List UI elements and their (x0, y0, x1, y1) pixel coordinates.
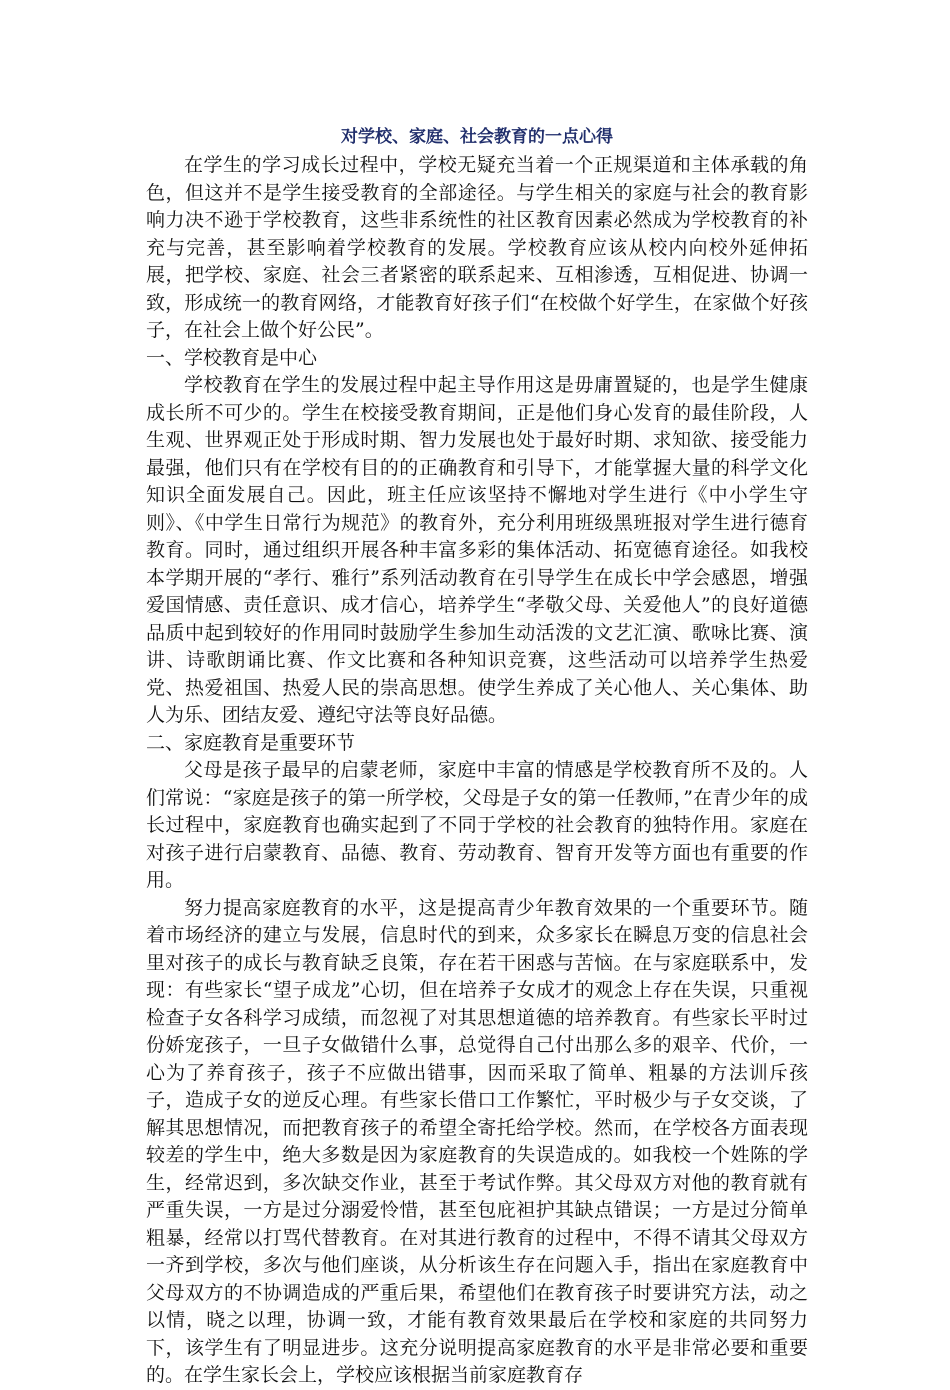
section-heading-school: 一、学校教育是中心 (146, 346, 318, 369)
intro-paragraph: 在学生的学习成长过程中，学校无疑充当着一个正规渠道和主体承载的角色，但这并不是学生接受教育的全部途径。与学生相关的家庭与社会的教育影响力决不逊于学校教育，这些非系统性的社区教育因素必然成为学校教育的补充与完善，甚至影响着学校教育的发展。学校教育应该从校内向校外延伸拓展，把学校、家庭、社会三者紧密的联系起来、互相渗透，互相促进、协调一致，形成统一的教育网络，才能教育好孩子们“在校做个好学生，在家做个好孩子，在社会上做个好公民”。 (146, 154, 808, 341)
family-education-paragraph-2: 努力提高家庭教育的水平，这是提高青少年教育效果的一个重要环节。随着市场经济的建立与发展，信息时代的到来，众多家长在瞬息万变的信息社会里对孩子的成长与教育缺乏良策，存在若干困惑与苦恼。在与家庭联系中，发现：有些家长“望子成龙”心切，但在培养子女成才的观念上存在失误，只重视检查子女各科学习成绩，而忽视了对其思想道德的培养教育。有些家长平时过份娇宠孩子，一旦子女做错什么事，总觉得自己付出那么多的艰辛、代价，一心为了养育孩子，孩子不应做出错事，因而采取了简单、粗暴的方法训斥孩子，造成子女的逆反心理。有些家长借口工作繁忙，平时极少与子女交谈，了解其思想情况，而把教育孩子的希望全寄托给学校。然而，在学校各方面表现较差的学生中，绝大多数是因为家庭教育的失误造成的。如我校一个姓陈的学生，经常迟到，多次缺交作业，甚至于考试作弊。其父母双方对他的教育就有严重失误，一方是过分溺爱怜惜，甚至包庇袒护其缺点错误；一方是过分简单粗暴，经常以打骂代替教育。在对其进行教育的过程中，不得不请其父母双方一齐到学校，多次与他们座谈，从分析该生存在问题入手，指出在家庭教育中父母双方的不协调造成的严重后果，希望他们在教育孩子时要讲究方法，动之以情，晓之以理，协调一致，才能有教育效果最后在学校和家庭的共同努力下，该学生有了明显进步。这充分说明提高家庭教育的水平是非常必要和重要的。在学生家长会上，学校应该根据当前家庭教育存 (146, 896, 808, 1386)
school-education-paragraph: 学校教育在学生的发展过程中起主导作用这是毋庸置疑的，也是学生健康成长所不可少的。学生在校接受教育期间，正是他们身心发育的最佳阶段，人生观、世界观正处于形成时期、智力发展也处于最好时期、求知欲、接受能力最强，他们只有在学校有目的的正确教育和引导下，才能掌握大量的科学文化知识全面发展自己。因此，班主任应该坚持不懈地对学生进行《中小学生守则》、《中学生日常行为规范》的教育外，充分利用班级黑班报对学生进行德育教育。同时，通过组织开展各种丰富多彩的集体活动、拓宽德育途径。如我校本学期开展的“孝行、雅行”系列活动教育在引导学生在成长中学会感恩，增强爱国情感、责任意识、成才信心，培养学生“孝敬父母、关爱他人”的良好道德品质中起到较好的作用同时鼓励学生参加生动活泼的文艺汇演、歌咏比赛、演讲、诗歌朗诵比赛、作文比赛和各种知识竞赛，这些活动可以培养学生热爱党、热爱祖国、热爱人民的崇高思想。使学生养成了关心他人、关心集体、助人为乐、团结友爱、遵纪守法等良好品德。 (146, 374, 808, 726)
family-education-paragraph-1: 父母是孩子最早的启蒙老师，家庭中丰富的情感是学校教育所不及的。人们常说：“家庭是孩子的第一所学校，父母是子女的第一任教师，”在青少年的成长过程中，家庭教育也确实起到了不同于学校的社会教育的独特作用。家庭在对孩子进行启蒙教育、品德、教育、劳动教育、智育开发等方面也有重要的作用。 (146, 759, 808, 891)
document-page (146, 124, 808, 1390)
section-heading-family: 二、家庭教育是重要环节 (146, 731, 356, 754)
document-title: 对学校、家庭、社会教育的一点心得 (341, 127, 613, 147)
